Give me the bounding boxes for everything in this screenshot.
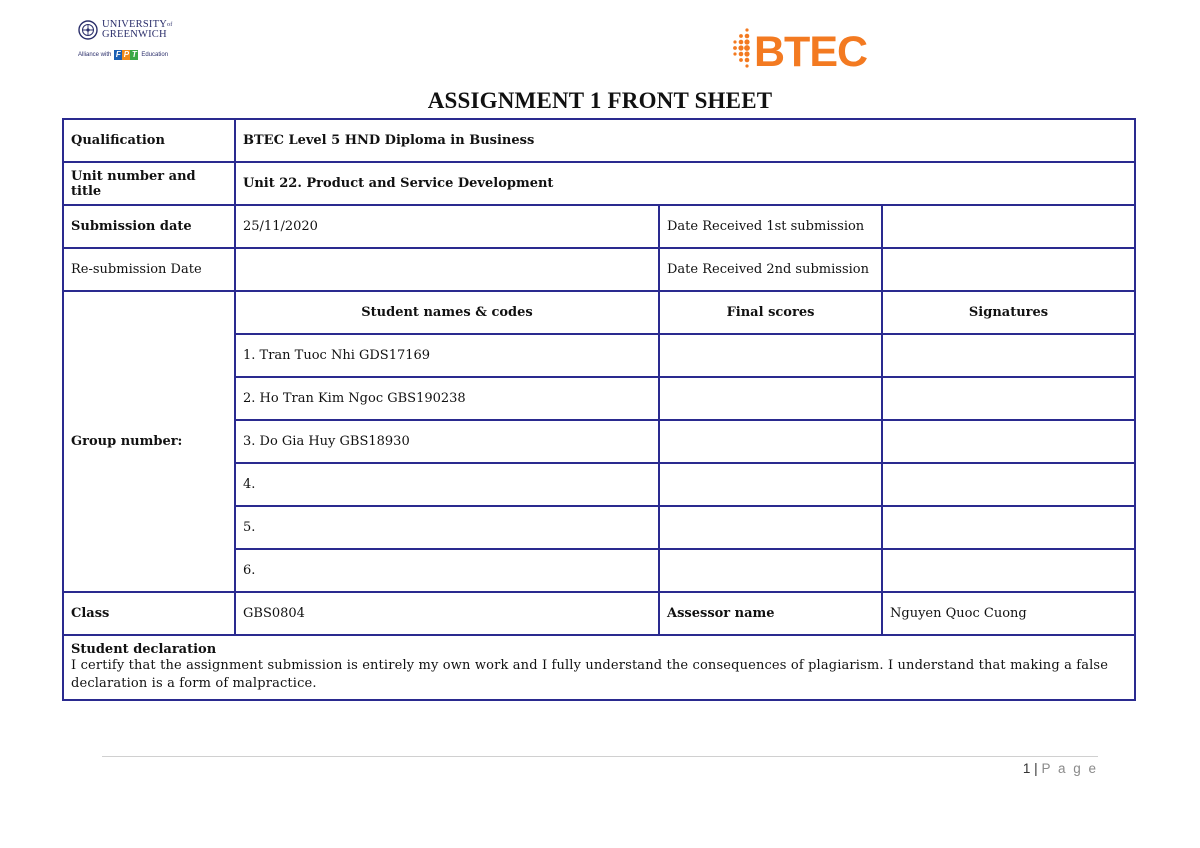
- university-seal-icon: [78, 20, 98, 40]
- page-number-value: 1: [1022, 761, 1031, 776]
- resubmission-date-value[interactable]: [235, 248, 659, 291]
- page-word: P a g e: [1041, 761, 1098, 776]
- university-name-of: of: [167, 22, 173, 28]
- student-name-2[interactable]: 2. Ho Tran Kim Ngoc GBS190238: [235, 377, 659, 420]
- signature-4[interactable]: [882, 463, 1135, 506]
- fpt-letter-f: F: [115, 50, 121, 59]
- btec-logo: [728, 24, 878, 72]
- page-title: ASSIGNMENT 1 FRONT SHEET: [427, 88, 773, 113]
- university-of-greenwich-logo: [78, 20, 188, 68]
- class-row: [63, 592, 1135, 635]
- group-header-row: [63, 291, 1135, 334]
- fpt-letter-p: P: [123, 50, 130, 59]
- front-sheet-table: [62, 118, 1136, 701]
- unit-value: Unit 22. Product and Service Development: [235, 162, 1135, 205]
- signature-1[interactable]: [882, 334, 1135, 377]
- submission-date-label: Submission date: [63, 205, 235, 248]
- page-number-separator: |: [1034, 761, 1038, 776]
- university-name-line2: GREENWICH: [102, 29, 167, 40]
- signatures-header: Signatures: [882, 291, 1135, 334]
- alliance-suffix: Education: [141, 52, 169, 58]
- fpt-logo-icon: [114, 50, 138, 60]
- final-score-1[interactable]: [659, 334, 882, 377]
- declaration-body: I certify that the assignment submission is entirely my own work and I fully understand the consequences of plagiarism. I understand that making a false declaration is a form of malpractice.: [71, 658, 1109, 691]
- student-name-6[interactable]: 6.: [235, 549, 659, 592]
- submission-row: [63, 205, 1135, 248]
- btec-wordmark: BTEC: [754, 28, 868, 72]
- qualification-label: Qualification: [63, 119, 235, 162]
- resubmission-date-label: Re-submission Date: [63, 248, 235, 291]
- unit-label: Unit number and title: [63, 162, 235, 205]
- final-score-6[interactable]: [659, 549, 882, 592]
- signature-3[interactable]: [882, 420, 1135, 463]
- date-received-1st-label: Date Received 1st submission: [659, 205, 882, 248]
- date-received-2nd-label: Date Received 2nd submission: [659, 248, 882, 291]
- class-value[interactable]: GBS0804: [235, 592, 659, 635]
- student-name-4[interactable]: 4.: [235, 463, 659, 506]
- student-declaration: [63, 635, 1135, 700]
- page-number: [1023, 761, 1098, 776]
- final-score-3[interactable]: [659, 420, 882, 463]
- unit-row: [63, 162, 1135, 205]
- btec-dots-icon: [733, 28, 750, 67]
- submission-date-value[interactable]: 25/11/2020: [235, 205, 659, 248]
- student-name-1[interactable]: 1. Tran Tuoc Nhi GDS17169: [235, 334, 659, 377]
- signature-2[interactable]: [882, 377, 1135, 420]
- student-name-5[interactable]: 5.: [235, 506, 659, 549]
- footer-divider: [102, 756, 1098, 757]
- final-scores-header: Final scores: [659, 291, 882, 334]
- fpt-alliance: [78, 50, 188, 60]
- student-name-3[interactable]: 3. Do Gia Huy GBS18930: [235, 420, 659, 463]
- alliance-text: Alliance with: [78, 52, 112, 58]
- resubmission-row: [63, 248, 1135, 291]
- declaration-title: Student declaration: [71, 642, 217, 657]
- assessor-name-value[interactable]: Nguyen Quoc Cuong: [882, 592, 1135, 635]
- student-names-header: Student names & codes: [235, 291, 659, 334]
- final-score-5[interactable]: [659, 506, 882, 549]
- student-declaration-row: [63, 635, 1135, 700]
- signature-5[interactable]: [882, 506, 1135, 549]
- date-received-2nd-value[interactable]: [882, 248, 1135, 291]
- qualification-value: BTEC Level 5 HND Diploma in Business: [235, 119, 1135, 162]
- signature-6[interactable]: [882, 549, 1135, 592]
- class-label: Class: [63, 592, 235, 635]
- final-score-4[interactable]: [659, 463, 882, 506]
- assessor-name-label: Assessor name: [659, 592, 882, 635]
- qualification-row: [63, 119, 1135, 162]
- university-name-line1: UNIVERSITY: [102, 19, 167, 30]
- group-number-label: Group number:: [63, 291, 235, 592]
- final-score-2[interactable]: [659, 377, 882, 420]
- date-received-1st-value[interactable]: [882, 205, 1135, 248]
- fpt-letter-t: T: [131, 50, 137, 59]
